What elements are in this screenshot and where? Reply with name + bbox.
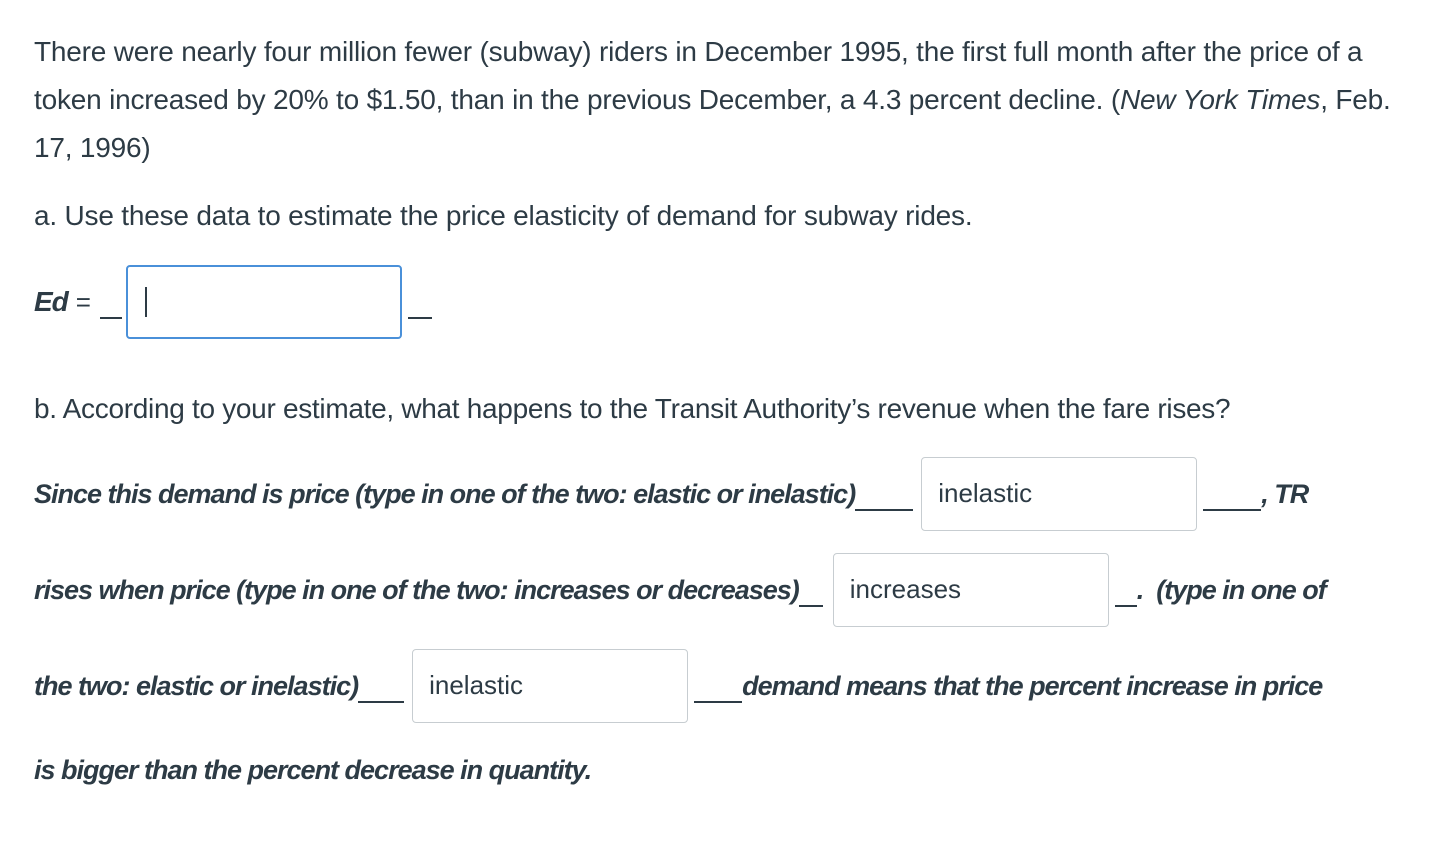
- problem-sentence: There were nearly four million fewer (subway) riders in December 1995, the first full month after the price of a token increased by 20% to $1.50, than in the previous December, a 4.3 percent decline. (: [34, 36, 1363, 115]
- line4-text: is bigger than the percent decrease in quantity.: [34, 754, 592, 785]
- answer-line-4: [34, 733, 591, 807]
- answer-input-2[interactable]: increases: [833, 553, 1109, 627]
- blank-underline: [799, 587, 823, 607]
- answer-input-3[interactable]: inelastic: [412, 649, 688, 723]
- blank-underline: [408, 299, 432, 319]
- answer-line-1: [34, 457, 1308, 531]
- answer-input-1[interactable]: inelastic: [921, 457, 1197, 531]
- line1-text: Since this demand is price (type in one of the two: elastic or inelastic): [34, 478, 856, 509]
- question-a: a. Use these data to estimate the price elasticity of demand for subway rides.: [34, 200, 973, 231]
- blank-underline: [1115, 587, 1137, 607]
- answer-line-3: [34, 649, 1322, 723]
- ed-equals: =: [75, 286, 90, 317]
- blank-underline: [358, 683, 404, 703]
- ed-answer-row: [34, 265, 432, 339]
- line2-text: rises when price (type in one of the two: increases or decreases): [34, 574, 799, 605]
- problem-statement: [34, 28, 1424, 172]
- blank-underline: [1203, 491, 1261, 511]
- line3-text: the two: elastic or inelastic): [34, 670, 359, 701]
- blank-underline: [855, 491, 913, 511]
- line3-after: demand means that the percent increase in price: [742, 670, 1323, 701]
- question-b: b. According to your estimate, what happens to the Transit Authority’s revenue when the fare rises?: [34, 393, 1231, 424]
- blank-underline: [694, 683, 742, 703]
- source-title: New York Times: [1119, 84, 1321, 115]
- line1-after: , TR: [1261, 478, 1309, 509]
- answer-line-2: [34, 553, 1326, 627]
- text-cursor: [145, 287, 147, 317]
- blank-underline: [100, 299, 122, 319]
- elasticity-input[interactable]: [126, 265, 402, 339]
- ed-label: Ed: [34, 286, 68, 317]
- line2-after: . (type in one of: [1136, 574, 1326, 605]
- source-date: , Feb. 17, 1996): [34, 84, 1391, 163]
